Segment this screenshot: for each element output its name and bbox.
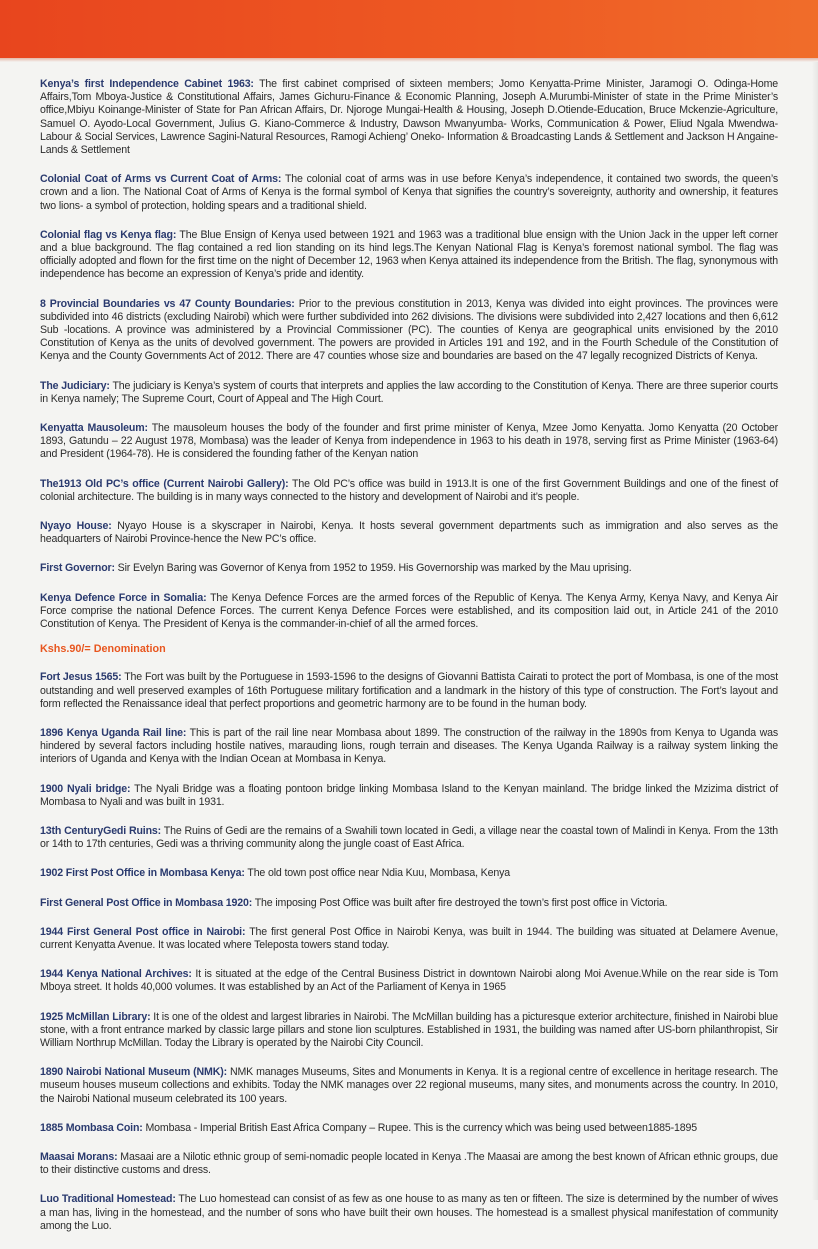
entry-title: Maasai Morans: [40, 1150, 118, 1163]
entry-paragraph [40, 592, 778, 632]
entry-paragraph [40, 380, 778, 406]
entries-group-2 [40, 671, 778, 1233]
entry-text: The Fort was built by the Portuguese in 1593-1596 to the designs of Giovanni Battista Cairati to protect the port of Mombasa, is one of the most outstanding and well preserved examples of 16th Portuguese military fortification and a landmark in the history of this type of construction. The Fort’s layout and form reflected the Renaissance ideal that perfect proportions and geometric harmony are to be found in the human body. [40, 671, 778, 710]
entry-text: The first cabinet comprised of sixteen members; Jomo Kenyatta-Prime Minister, Jaramogi O. Odinga-Home Affairs,Tom Mboya-Justice & Constitutional Affairs, James Gichuru-Finance & Economic Planning, Joseph A.Murumbi-Minister of state in the Prime Minister’s office,Mbiyu Koinange-Minister of State for Pan African Affairs, Dr. Njoroge Mungai-Health & Housing, Joseph D.Otiende-Education, Bruce Mckenzie-Agriculture, Samuel O. Ayodo-Local Government, Julius G. Kiano-Commerce & Industry, Dawson Mwanyumba- Works, Communication & Power, Eliud Ngala Mwendwa- Labour & Social Services, Lawrence Sagini-Natural Resources, Ramogi Achieng’ Oneko- Information & Broadcasting Lands & Settlement and Jackson H Angaine-Lands & Settlement [40, 78, 779, 157]
entry-paragraph [40, 1193, 778, 1233]
entry-paragraph [40, 926, 778, 952]
entry-text: The Ruins of Gedi are the remains of a Swahili town located in Gedi, a village near the coastal town of Malindi in Kenya. From the 13th or 14th to 17th centuries, Gedi was a thriving community along the jungle coast of East Africa. [40, 824, 778, 851]
entry-title: 1900 Nyali bridge: [40, 782, 131, 795]
entry-title: 1896 Kenya Uganda Rail line: [40, 726, 187, 739]
entry-title: First General Post Office in Mombasa 1920: [40, 896, 253, 909]
entry-title: 1944 Kenya National Archives: [40, 968, 192, 981]
entry-paragraph [40, 1011, 778, 1051]
entry-text: The mausoleum houses the body of the founder and first prime minister of Kenya, Mzee Jomo Kenyatta. Jomo Kenyatta (20 October 1893, Gatundu – 22 August 1978, Mombasa) was the leader of Kenya from independence in 1963 to his death in 1978, serving first as Prime Minister (1963-64) and President (1964-78). He is considered the founding father of the Kenyan nation [40, 422, 778, 461]
entry-text: Masaai are a Nilotic ethnic group of semi-nomadic people located in Kenya .The Maasai are among the best known of African ethnic groups, due to their distinctive customs and dress. [40, 1150, 778, 1177]
entry-text: The Kenya Defence Forces are the armed forces of the Republic of Kenya. The Kenya Army, Kenya Navy, and Kenya Air Force comprise the national Defence Forces. The current Kenya Defence Forces were established, and its composition laid out, in Article 241 of the 2010 Constitution of Kenya. The President of Kenya is the commander-in-chief of all the armed forces. [40, 591, 779, 631]
entry-paragraph [40, 1066, 778, 1106]
entry-title: Kenya Defence Force in Somalia: [40, 591, 207, 604]
entry-title: Kenyatta Mausoleum: [40, 422, 148, 435]
entry-title: The Judiciary: [40, 379, 110, 392]
entry-title: 8 Provincial Boundaries vs 47 County Boundaries: [40, 297, 295, 310]
entry-title: 1902 First Post Office in Mombasa Kenya: [40, 867, 245, 880]
entry-paragraph [40, 422, 778, 462]
entry-text: Nyayo House is a skyscraper in Nairobi, Kenya. It hosts several government departments such as immigration and also serves as the headquarters of Nairobi Province-hence the New PC’s office. [40, 520, 778, 546]
entry-text: The Blue Ensign of Kenya used between 1921 and 1963 was a traditional blue ensign with the Union Jack in the upper left corner and a blue background. The flag contained a red lion standing on its hind legs.The Kenyan National Flag is Kenya’s foremost national symbol. The flag was officially adopted and flown for the first time on the night of December 12, 1963 when Kenya attained its independence from the British. The flag, synonymous with independence has become an expression of Kenya’s pride and identity. [40, 228, 778, 281]
header-band-shadow [0, 58, 818, 62]
entry-text: Sir Evelyn Baring was Governor of Kenya from 1952 to 1959. His Governorship was marked by the Mau uprising. [114, 562, 632, 575]
entry-text: Prior to the previous constitution in 2013, Kenya was divided into eight provinces. The provinces were subdivided into 46 districts (excluding Nairobi) which were further subdivided into 262 divisions. The divisions were subdivided into 2,427 locations and then 6,612 Sub -locations. A province was administered by a Provincial Commissioner (PC). The counties of Kenya are geographical units envisioned by the 2010 Constitution of Kenya as the units of devolved government. The powers are provided in Articles 191 and 192, and in the Fourth Schedule of the Constitution of Kenya and the County Governments Act of 2012. There are 47 counties whose size and boundaries are based on the 47 legally recognized Districts of Kenya. [40, 297, 779, 363]
entry-title: 1885 Mombasa Coin: [40, 1121, 143, 1134]
entry-paragraph [40, 897, 778, 910]
entry-paragraph [40, 825, 778, 851]
entry-paragraph [40, 520, 778, 546]
entry-text: The Luo homestead can consist of as few as one house to as many as ten or fifteen. The size is determined by the number of wives a man has, living in the homestead, and the number of sons who have built their own houses. The homestead is a smallest physical manifestation of community among the Luo. [40, 1193, 778, 1232]
entry-text: The judiciary is Kenya’s system of courts that interprets and applies the law according to the Constitution of Kenya. There are three superior courts in Kenya namely; The Supreme Court, Court of Appeal and The High Court. [40, 379, 778, 405]
entry-text: The Old PC’s office was build in 1913.It is one of the first Government Buildings and one of the finest of colonial architecture. The building is in many ways connected to the history and development of Nairobi and it’s people. [40, 477, 778, 503]
entry-title: 1925 McMillan Library: [40, 1010, 151, 1023]
entry-title: 1890 Nairobi National Museum (NMK): [40, 1066, 227, 1079]
entry-text: It is one of the oldest and largest libraries in Nairobi. The McMillan building has a picturesque exterior architecture, finished in Nairobi blue stone, with a front entrance marked by classic large pillars and stone lion sculptures. Established in 1931, the building was named after US-born philanthropist, Sir William Northrup McMillan. Today the Library is operated by the Nairobi City Council. [40, 1010, 778, 1049]
entry-paragraph [40, 298, 778, 364]
entry-paragraph [40, 78, 778, 157]
entry-title: Nyayo House: [40, 520, 112, 533]
entry-paragraph [40, 783, 778, 809]
header-band [0, 0, 818, 58]
entry-title: The1913 Old PC’s office (Current Nairobi Gallery): [40, 477, 289, 490]
section-heading: Kshs.90/= Denomination [40, 643, 166, 656]
entry-title: Luo Traditional Homestead: [40, 1193, 176, 1206]
entry-text: This is part of the rail line near Mombasa about 1899. The construction of the railway in the 1890s from Kenya to Uganda was hindered by several factors including hostile natives, marauding lions, rough terrain and diseases. The Kenya Uganda Railway is a railway system linking the interiors of Uganda and Kenya with the Indian Ocean at Mombasa in Kenya. [40, 726, 778, 766]
entry-text: Mombasa - Imperial British East Africa Company – Rupee. This is the currency which was being used between1885-1895 [142, 1121, 698, 1134]
entry-paragraph [40, 229, 778, 282]
entries-group-1 [40, 78, 778, 631]
entry-text: The imposing Post Office was built after fire destroyed the town’s first post office in Victoria. [252, 896, 668, 909]
entry-text: The Nyali Bridge was a floating pontoon bridge linking Mombasa Island to the Kenyan mainland. The bridge linked the Mzizima district of Mombasa to Nyali and was built in 1931. [40, 782, 778, 808]
entry-paragraph [40, 1122, 778, 1135]
page-edge-shadow [812, 62, 818, 1200]
entry-title: Colonial Coat of Arms vs Current Coat of Arms: [40, 173, 282, 186]
entry-title: Colonial flag vs Kenya flag: [40, 228, 177, 241]
entry-paragraph [40, 173, 778, 213]
entry-title: Kenya’s first Independence Cabinet 1963: [40, 78, 254, 90]
entry-title: Fort Jesus 1565: [40, 671, 122, 684]
entry-title: 13th CenturyGedi Ruins: [40, 824, 162, 837]
entry-paragraph [40, 1151, 778, 1177]
entry-paragraph [40, 727, 778, 767]
entry-paragraph [40, 968, 778, 994]
entry-paragraph [40, 867, 778, 880]
document-body [40, 78, 778, 1249]
entry-paragraph [40, 671, 778, 711]
entry-text: The colonial coat of arms was in use before Kenya’s independence, it contained two swords, the queen’s crown and a lion. The National Coat of Arms of Kenya is the formal symbol of Kenya that signifies the country’s sovereignty, authority and ownership, it features two lions- a symbol of protection, holding spears and a traditional shield. [40, 173, 778, 212]
entry-paragraph [40, 478, 778, 504]
entry-text: NMK manages Museums, Sites and Monuments in Kenya. It is a regional centre of excellence in heritage research. The museum houses museum collections and exhibits. Today the NMK manages over 22 regional museums, many sites, and monuments across the country. In 2010, the Nairobi National museum celebrated its 100 years. [40, 1066, 779, 1105]
entry-title: First Governor: [40, 562, 115, 575]
entry-title: 1944 First General Post office in Nairobi: [40, 925, 246, 938]
entry-text: It is situated at the edge of the Central Business District in downtown Nairobi along Moi Avenue.While on the rear side is Tom Mboya street. It holds 40,000 volumes. It was established by an Act of the Parliament of Kenya in 1965 [40, 968, 778, 994]
entry-text: The old town post office near Ndia Kuu, Mombasa, Kenya [244, 867, 510, 880]
entry-text: The first general Post Office in Nairobi Kenya, was built in 1944. The building was situated at Delamere Avenue, current Kenyatta Avenue. It was located where Teleposta towers stand today. [40, 925, 778, 951]
entry-paragraph [40, 562, 778, 575]
